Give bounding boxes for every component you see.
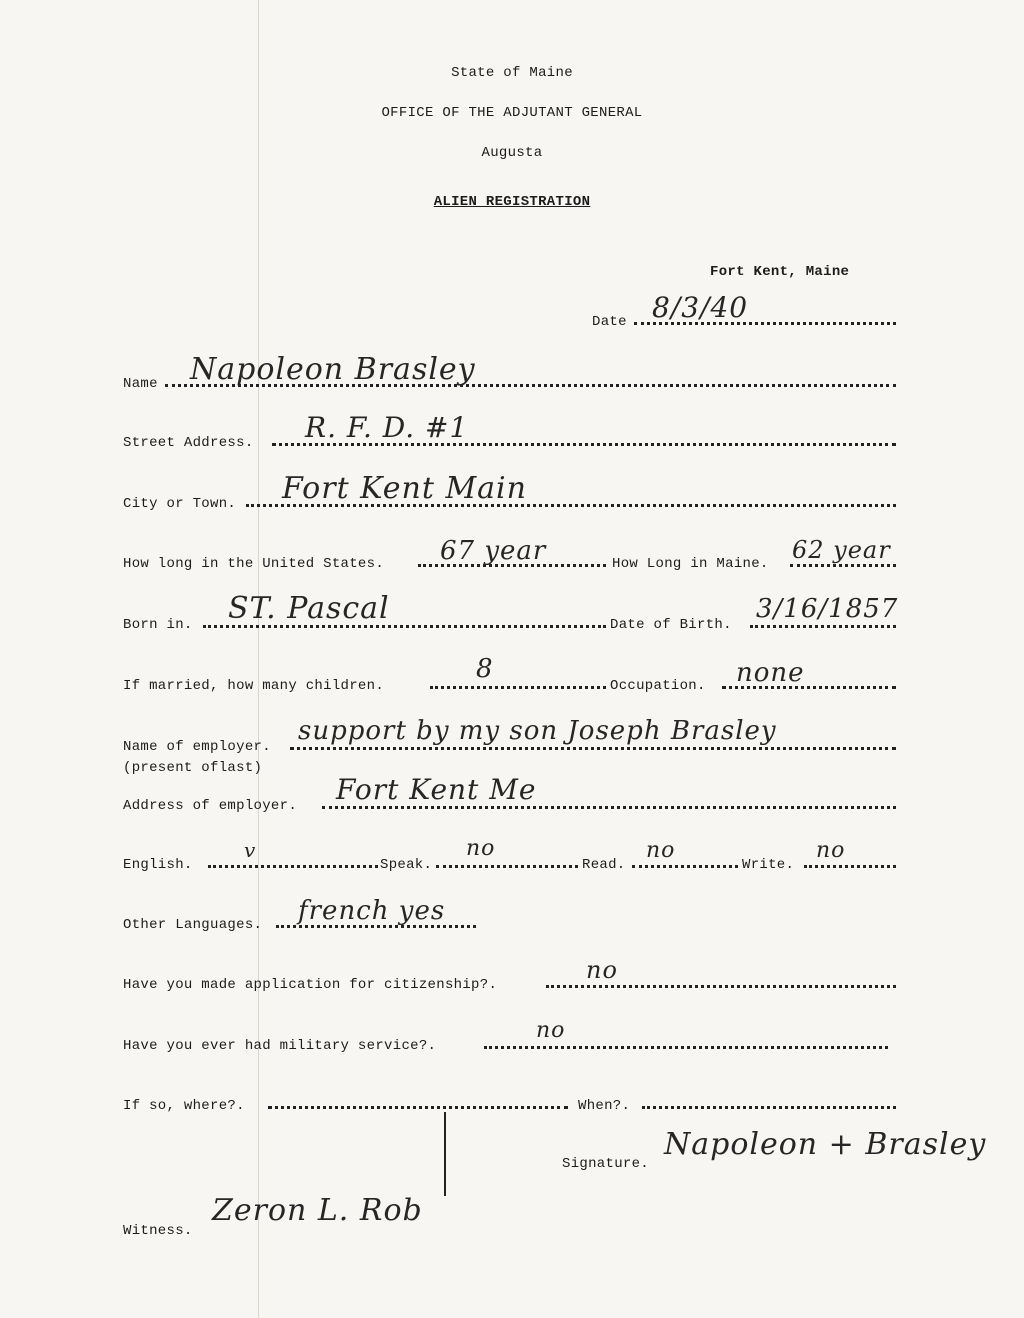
name-entry: Napoleon Brasley — [190, 352, 476, 387]
military-entry: no — [536, 1018, 566, 1043]
where-label: If so, where?. — [123, 1098, 245, 1114]
other-languages-label: Other Languages. — [123, 917, 263, 933]
occupation-label: Occupation. — [610, 678, 706, 694]
where-dots — [268, 1106, 568, 1109]
office-heading: OFFICE OF THE ADJUTANT GENERAL — [381, 105, 643, 121]
speak-entry: no — [466, 836, 496, 861]
maine-years-dots — [790, 564, 896, 567]
form-title: ALIEN REGISTRATION — [433, 194, 591, 210]
read-dots — [632, 865, 738, 868]
ink-stroke — [444, 1112, 446, 1196]
employer-address-entry: Fort Kent Me — [336, 773, 537, 806]
speak-dots — [436, 865, 578, 868]
when-dots — [642, 1106, 896, 1109]
speak-label: Speak. — [380, 857, 433, 873]
witness-label: Witness. — [123, 1223, 193, 1239]
employer-entry: support by my son Joseph Brasley — [298, 716, 777, 746]
city-entry: Fort Kent Main — [282, 471, 527, 506]
children-entry: 8 — [476, 654, 494, 684]
street-entry: R. F. D. #1 — [305, 411, 469, 444]
read-entry: no — [646, 838, 676, 863]
city-heading: Augusta — [481, 145, 543, 161]
name-label: Name — [123, 376, 158, 392]
signature-entry: Napoleon + Brasley — [664, 1127, 987, 1162]
english-label: English. — [123, 857, 193, 873]
signature-label: Signature. — [562, 1156, 650, 1172]
maine-years-label: How Long in Maine. — [612, 556, 769, 572]
citizenship-entry: no — [586, 956, 618, 984]
born-entry: ST. Pascal — [228, 591, 390, 626]
place-line: Fort Kent, Maine — [710, 264, 850, 280]
occupation-entry: none — [736, 658, 805, 688]
employer-address-label: Address of employer. — [123, 798, 298, 814]
military-label: Have you ever had military service?. — [123, 1038, 437, 1054]
employer-sub-label: (present oflast) — [123, 760, 263, 776]
born-label: Born in. — [123, 617, 193, 633]
other-languages-entry: french yes — [298, 896, 446, 926]
english-dots — [208, 865, 378, 868]
write-label: Write. — [742, 857, 795, 873]
read-label: Read. — [582, 857, 626, 873]
dob-dots — [750, 625, 896, 628]
when-label: When?. — [578, 1098, 631, 1114]
dob-label: Date of Birth. — [610, 617, 732, 633]
employer-address-dots — [322, 806, 896, 809]
write-entry: no — [816, 838, 846, 863]
children-label: If married, how many children. — [123, 678, 385, 694]
city-label: City or Town. — [123, 496, 237, 512]
date-label: Date — [592, 314, 627, 330]
maine-years-entry: 62 year — [792, 536, 891, 564]
witness-entry: Zeron L. Rob — [212, 1193, 423, 1228]
military-dots — [484, 1046, 888, 1049]
date-entry: 8/3/40 — [652, 291, 749, 324]
employer-dots — [290, 747, 896, 750]
citizenship-label: Have you made application for citizenship?. — [123, 977, 498, 993]
street-label: Street Address. — [123, 435, 254, 451]
english-entry: v — [244, 838, 257, 862]
children-dots — [430, 686, 606, 689]
us-years-label: How long in the United States. — [123, 556, 385, 572]
dob-entry: 3/16/1857 — [756, 594, 899, 624]
employer-label: Name of employer. — [123, 739, 271, 755]
write-dots — [804, 865, 896, 868]
citizenship-dots — [546, 985, 896, 988]
state-heading: State of Maine — [451, 65, 573, 81]
us-years-entry: 67 year — [440, 536, 547, 566]
